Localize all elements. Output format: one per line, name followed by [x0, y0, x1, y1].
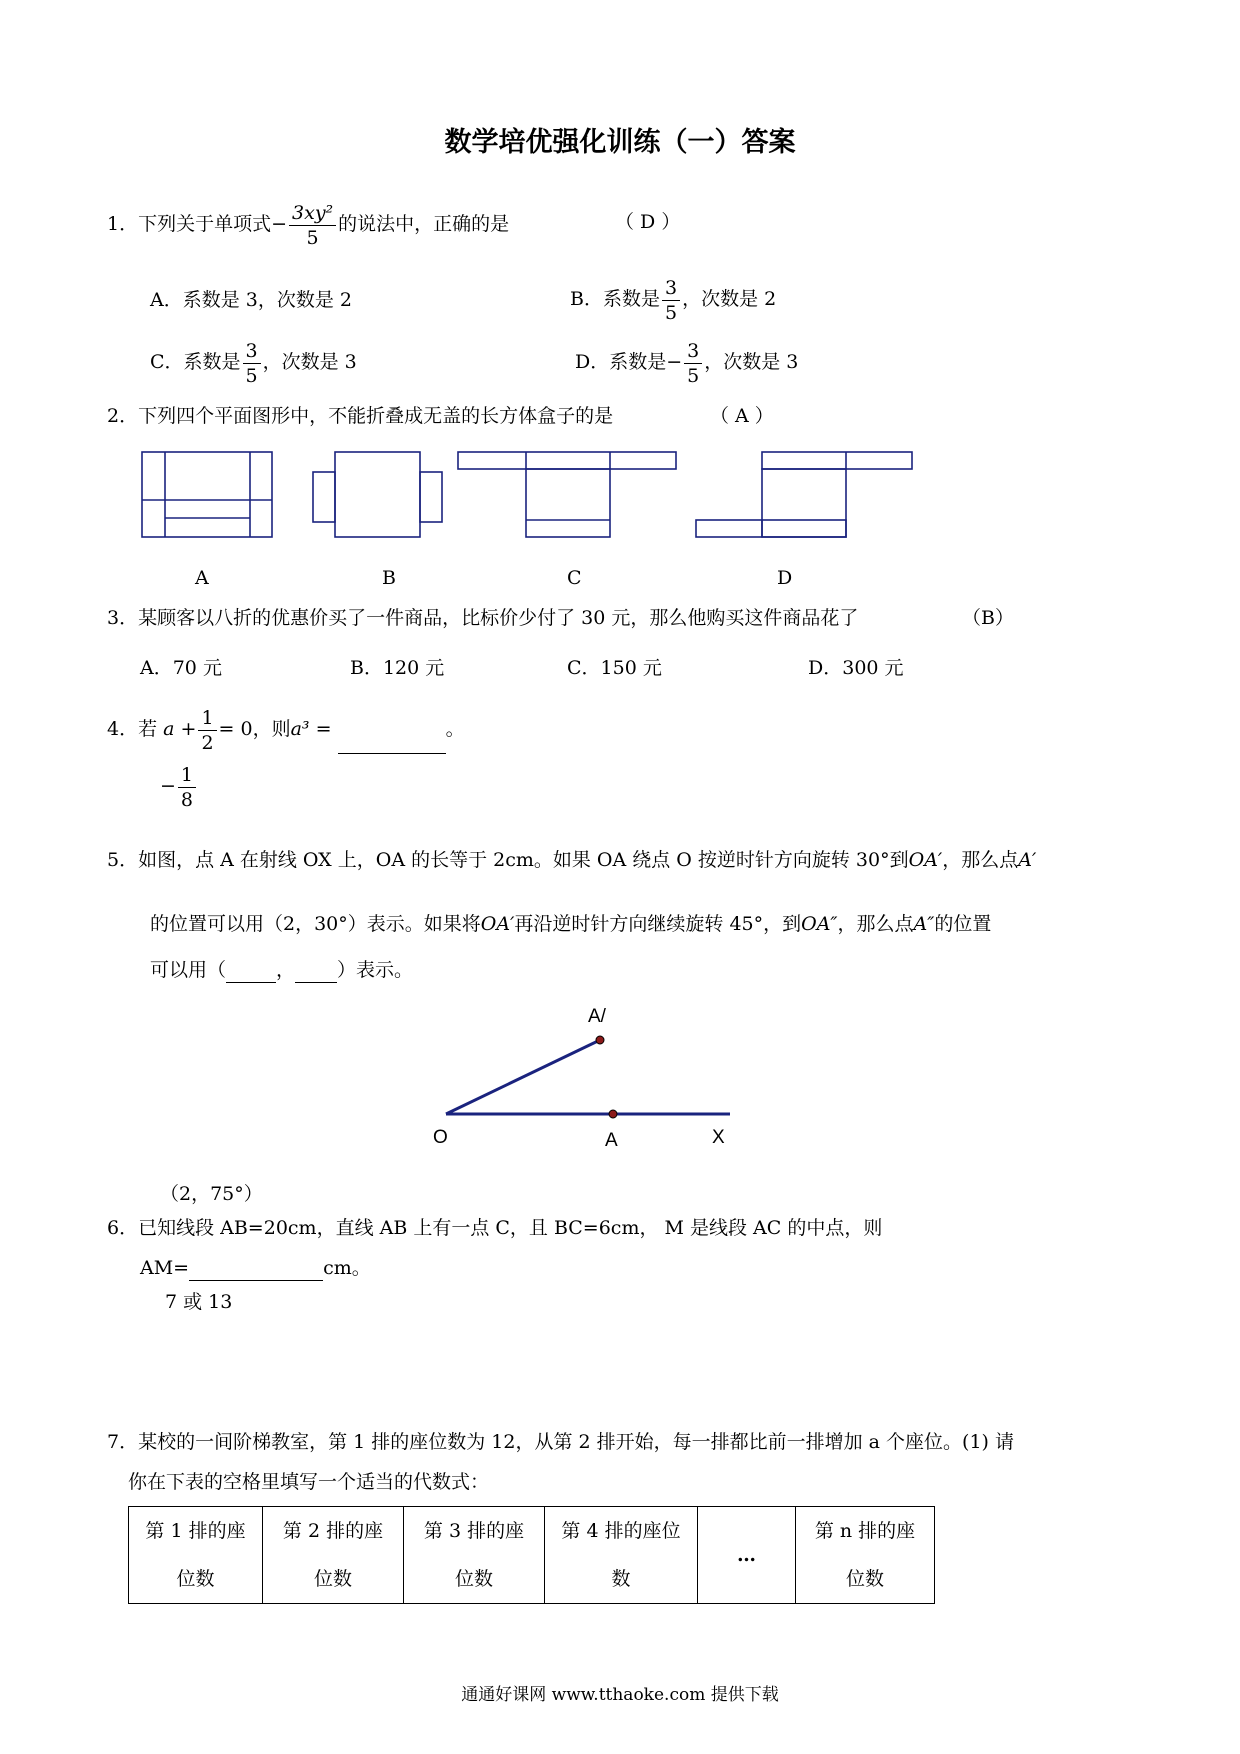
- table-cell-row-2: [263, 1507, 404, 1604]
- seat-table: [128, 1506, 935, 1604]
- cell-text: 第 2 排的座: [282, 1520, 384, 1542]
- figure-label-o: O: [433, 1127, 448, 1148]
- q1-d-suffix: ，次数是 3: [704, 351, 799, 373]
- q1-frac-num: 3xy²: [289, 201, 336, 226]
- q1-suffix: 的说法中，正确的是: [338, 213, 510, 235]
- question-2: 2．下列四个平面图形中，不能折叠成无盖的长方体盒子的是: [107, 405, 614, 427]
- q1-prefix: 1．下列关于单项式: [107, 213, 272, 235]
- figure-label-a: A: [605, 1130, 618, 1151]
- q5-a2: A″: [913, 913, 935, 935]
- q4-end: 。: [445, 718, 465, 740]
- figure-label-a-prime: A/: [588, 1006, 606, 1027]
- q1-b-prefix: B．系数是: [570, 288, 660, 310]
- q1-d-minus: −: [666, 351, 683, 373]
- ray-oa-prime: [446, 1040, 600, 1114]
- net-label-b: B: [382, 567, 396, 589]
- net-label-a: A: [195, 567, 209, 589]
- q4-frac-den: 2: [201, 731, 214, 754]
- question-3: 3．某顾客以八折的优惠价买了一件商品，比标价少付了 30 元，那么他购买这件商品花了: [107, 607, 859, 629]
- q1-d-den: 5: [687, 364, 700, 387]
- q6-line2-suffix: cm。: [323, 1257, 371, 1279]
- q4-answer-blank[interactable]: [338, 705, 446, 754]
- cell-text: 第 1 排的座: [145, 1520, 246, 1542]
- q5-line2-mid: 再沿逆时针方向继续旋转 45°，到: [514, 913, 802, 935]
- cell-text: 位数: [845, 1568, 884, 1590]
- q4-fraction: [198, 706, 216, 755]
- net-d: [696, 452, 912, 537]
- page-footer: 通通好课网 www.tthaoke.com 提供下载: [461, 1685, 779, 1705]
- question-4: [107, 705, 465, 755]
- q1-c-den: 5: [245, 364, 258, 387]
- q1-d-prefix: D．系数是: [575, 351, 667, 373]
- cell-text: 第 3 排的座: [423, 1520, 525, 1542]
- question-5-line-3: [150, 958, 413, 983]
- q1-c-num: 3: [243, 339, 261, 364]
- q1-option-a: A．系数是 3，次数是 2: [150, 289, 352, 311]
- q6-answer-blank[interactable]: [189, 1256, 323, 1281]
- q3-option-d: D．300 元: [808, 657, 904, 679]
- q4-frac-num: 1: [198, 706, 216, 731]
- q5-line1-mid: ，那么点: [942, 849, 1019, 871]
- q5-ray-figure: [0, 1000, 1240, 1160]
- table-cell-row-1: [129, 1507, 263, 1604]
- q5-blank-2[interactable]: [295, 958, 337, 983]
- q5-line3-comma: ，: [276, 959, 296, 981]
- table-cell-row-4: [545, 1507, 698, 1604]
- q1-answer: （ D ）: [615, 211, 681, 233]
- question-6-line-1: 6．已知线段 AB=20cm，直线 AB 上有一点 C，且 BC=6cm， M 是线段 AC 的中点，则: [107, 1217, 883, 1239]
- q4-then: ，则: [252, 718, 291, 740]
- question-5-line-2: [150, 912, 991, 936]
- cell-text: 位数: [176, 1568, 215, 1590]
- question-7-line-1: 7．某校的一间阶梯教室，第 1 排的座位数为 12，从第 2 排开始，每一排都比前一排增加 a 个座位。(1) 请: [107, 1431, 1015, 1453]
- q1-option-d: [575, 338, 798, 388]
- q1-fraction: [289, 201, 336, 250]
- q5-line3-suffix: ）表示。: [337, 959, 414, 981]
- q1-minus: −: [271, 213, 288, 235]
- cell-text: 第 4 排的座位: [561, 1520, 681, 1542]
- q4-answer-fraction: [178, 763, 196, 812]
- q3-option-b: B．120 元: [350, 657, 445, 679]
- q1-frac-den: 5: [306, 226, 319, 249]
- q4-a-plus: a +: [163, 718, 197, 740]
- q5-line2-suffix: 的位置: [934, 913, 992, 935]
- q1-b-suffix: ，次数是 2: [682, 288, 777, 310]
- q5-line2-mid2: ，那么点: [837, 913, 914, 935]
- table-cell-row-3: [404, 1507, 545, 1604]
- net-label-d: D: [777, 567, 793, 589]
- q1-b-fraction: [662, 276, 680, 325]
- q1-d-num: 3: [684, 339, 702, 364]
- q1-b-num: 3: [662, 276, 680, 301]
- q5-line3-prefix: 可以用（: [150, 959, 227, 981]
- q5-oa1: OA′: [908, 849, 943, 871]
- q1-c-fraction: [243, 339, 261, 388]
- point-a: [609, 1110, 617, 1118]
- q4-answer-den: 8: [180, 788, 194, 811]
- q4-answer-minus: −: [160, 775, 176, 797]
- q1-d-fraction: [684, 339, 702, 388]
- page-title: 数学培优强化训练（一）答案: [444, 127, 796, 158]
- q5-answer: （2，75°）: [160, 1183, 263, 1205]
- net-c: [458, 452, 676, 537]
- q5-blank-1[interactable]: [226, 958, 276, 983]
- cell-text: …: [737, 1544, 756, 1566]
- q3-option-a: A．70 元: [140, 657, 222, 679]
- q1-option-c: [150, 338, 357, 388]
- q1-b-den: 5: [664, 301, 678, 324]
- q6-answer: 7 或 13: [165, 1291, 233, 1313]
- table-row: [129, 1507, 935, 1604]
- question-5-line-1: [107, 848, 1036, 872]
- net-a: [142, 452, 272, 537]
- q2-nets-figure: [0, 440, 1240, 550]
- q5-a1: A′: [1018, 849, 1037, 871]
- cell-text: 第 n 排的座: [814, 1520, 916, 1542]
- net-b: [313, 452, 442, 537]
- q4-prefix: 4．若: [107, 718, 158, 740]
- q1-c-suffix: ，次数是 3: [262, 351, 357, 373]
- table-cell-row-n: [796, 1507, 935, 1604]
- question-6-line-2: [140, 1256, 371, 1281]
- q3-option-c: C．150 元: [567, 657, 662, 679]
- q6-line2-prefix: AM=: [140, 1257, 190, 1279]
- q2-answer: （ A ）: [710, 405, 774, 427]
- q1-option-b: [570, 275, 776, 325]
- q5-oa1b: OA′: [480, 913, 515, 935]
- figure-label-x: X: [712, 1127, 725, 1148]
- point-a-prime: [596, 1036, 604, 1044]
- question-1: [107, 200, 509, 250]
- cell-text: 数: [611, 1568, 631, 1590]
- net-label-c: C: [567, 567, 582, 589]
- cell-text: 位数: [454, 1568, 493, 1590]
- cell-text: 位数: [313, 1568, 352, 1590]
- q4-a-cube: a³ =: [290, 718, 332, 740]
- q3-answer: （B）: [962, 607, 1014, 629]
- table-cell-ellipsis: [698, 1507, 796, 1604]
- question-7-line-2: 你在下表的空格里填写一个适当的代数式：: [128, 1471, 490, 1493]
- q5-line1-text: 5．如图，点 A 在射线 OX 上，OA 的长等于 2cm。如果 OA 绕点 O 按逆时针方向旋转 30°到: [107, 849, 909, 871]
- q1-c-prefix: C．系数是: [150, 351, 241, 373]
- q4-answer: [160, 762, 198, 812]
- q5-oa2: OA″: [801, 913, 838, 935]
- q4-answer-num: 1: [178, 763, 196, 788]
- q4-eq: = 0: [218, 718, 253, 740]
- q5-line2-prefix: 的位置可以用（2，30°）表示。如果将: [150, 913, 481, 935]
